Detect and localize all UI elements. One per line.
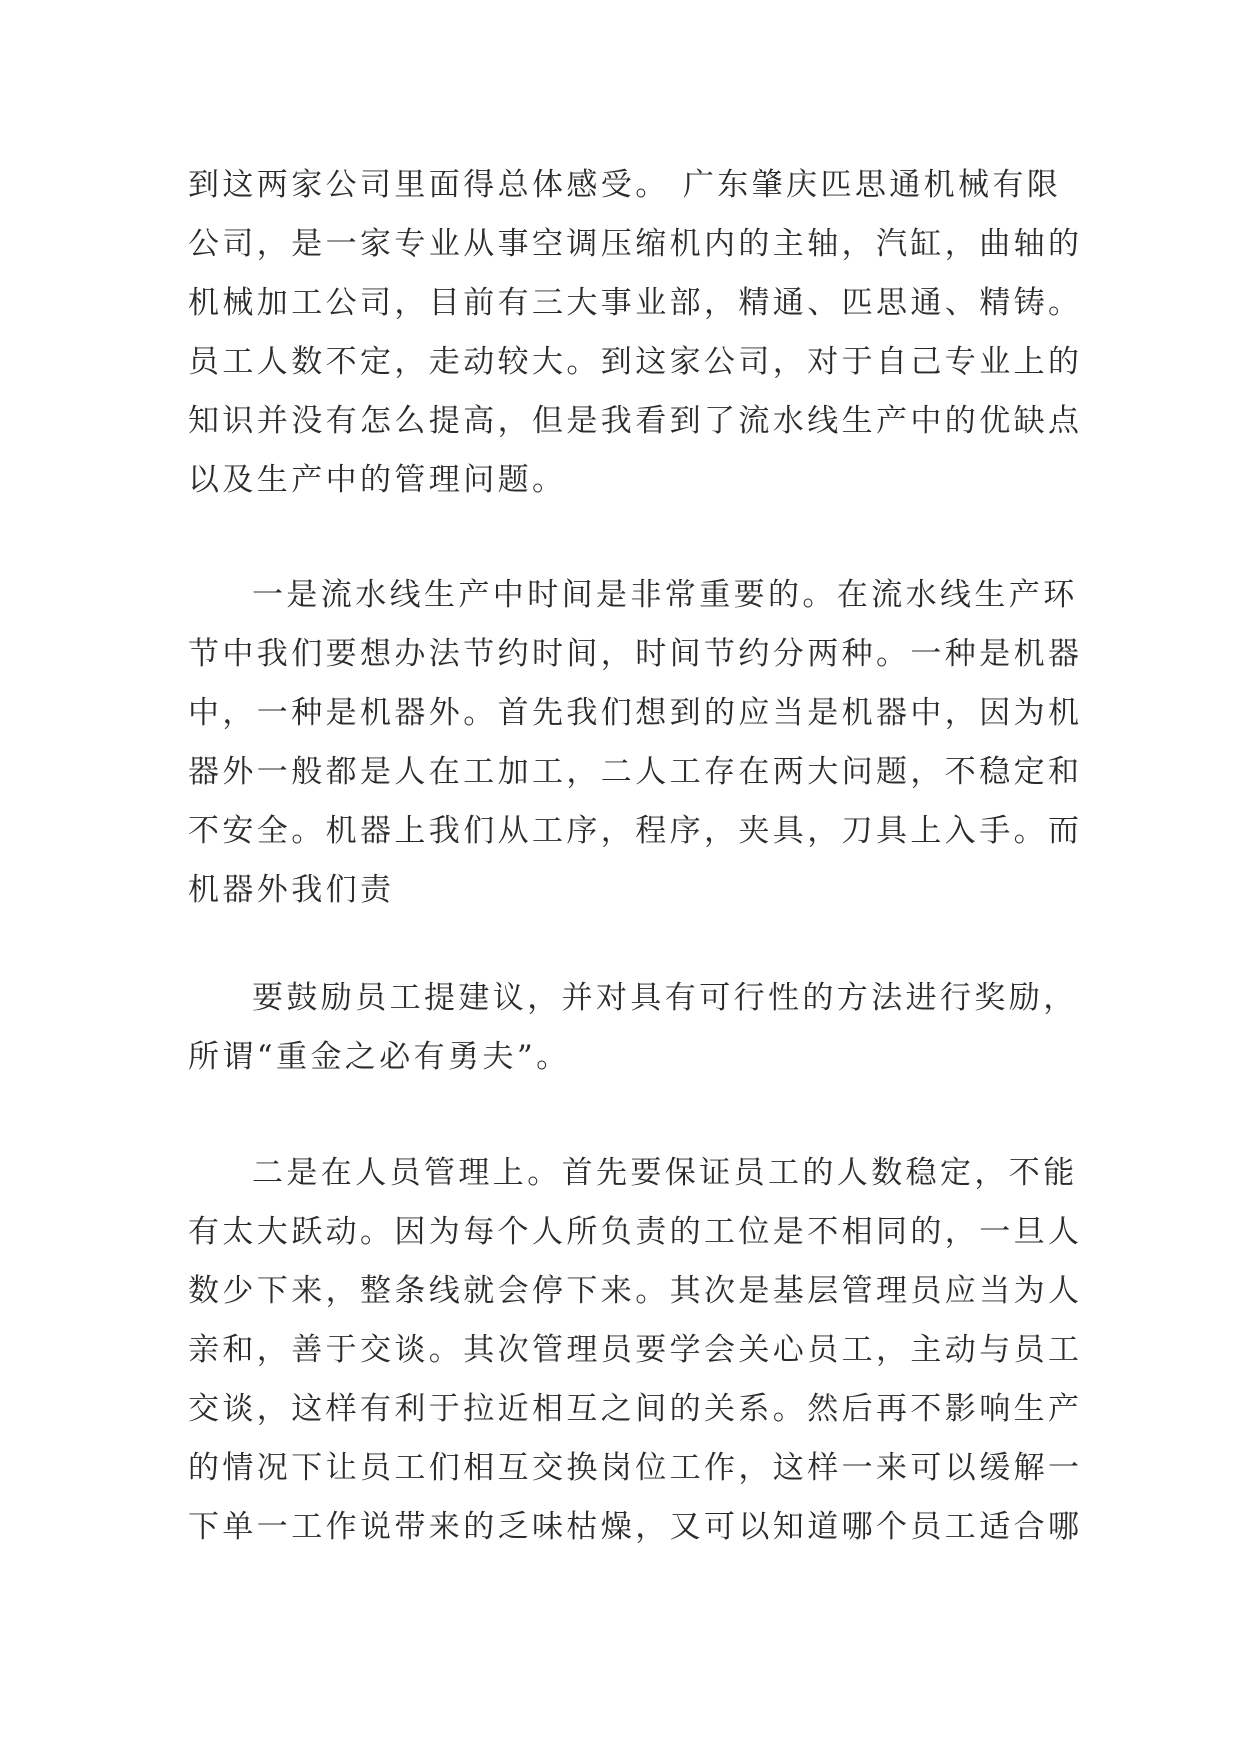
text-line: 数少下来，整条线就会停下来。其次是基层管理员应当为人 (188, 1273, 1083, 1309)
text-line: 到这两家公司里面得总体感受。 广东肇庆匹思通机械有限 (188, 167, 1062, 203)
text-line: 交谈，这样有利于拉近相互之间的关系。然后再不影响生产 (188, 1391, 1083, 1427)
text-line: 机器外我们责 (188, 872, 395, 908)
text-line: 亲和，善于交谈。其次管理员要学会关心员工，主动与员工 (188, 1332, 1083, 1368)
text-line: 器外一般都是人在工加工，二人工存在两大问题，不稳定和 (188, 754, 1083, 790)
text-line: 员工人数不定，走动较大。到这家公司，对于自己专业上的 (188, 344, 1083, 380)
text-line: 二是在人员管理上。首先要保证员工的人数稳定，不能 (252, 1155, 1078, 1191)
text-line: 中，一种是机器外。首先我们想到的应当是机器中，因为机 (188, 695, 1083, 731)
text-line: 有太大跃动。因为每个人所负责的工位是不相同的，一旦人 (188, 1214, 1083, 1250)
paragraph-time-management (188, 566, 1083, 920)
paragraph-employee-suggestions (188, 969, 1078, 1087)
text-line: 机械加工公司，目前有三大事业部，精通、匹思通、精铸。 (188, 285, 1083, 321)
text-line: 知识并没有怎么提高，但是我看到了流水线生产中的优缺点 (188, 403, 1083, 439)
paragraph-personnel-management (188, 1144, 1083, 1557)
text-line: 要鼓励员工提建议，并对具有可行性的方法进行奖励， (252, 980, 1078, 1016)
text-line: 的情况下让员工们相互交换岗位工作，这样一来可以缓解一 (188, 1450, 1083, 1486)
text-line: 不安全。机器上我们从工序，程序，夹具，刀具上入手。而 (188, 813, 1083, 849)
text-line: 下单一工作说带来的乏味枯燥，又可以知道哪个员工适合哪 (188, 1509, 1083, 1545)
text-line: 一是流水线生产中时间是非常重要的。在流水线生产环 (252, 577, 1078, 613)
paragraph-company-overview (188, 156, 1083, 510)
text-line: 节中我们要想办法节约时间，时间节约分两种。一种是机器 (188, 636, 1083, 672)
text-line: 公司，是一家专业从事空调压缩机内的主轴，汽缸，曲轴的 (188, 226, 1083, 262)
text-line: 以及生产中的管理问题。 (188, 462, 567, 498)
text-line: 所谓“重金之必有勇夫”。 (188, 1039, 571, 1075)
